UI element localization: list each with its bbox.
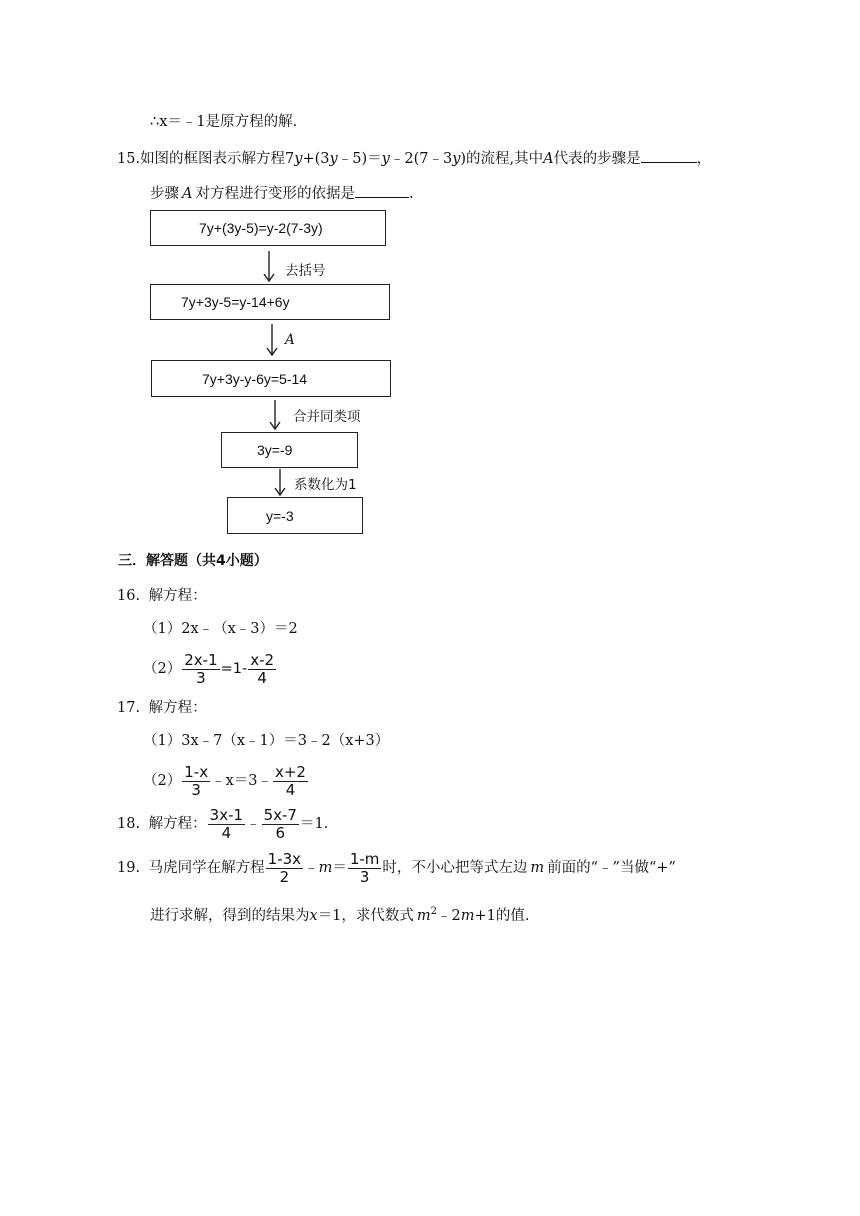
- question-18: [117, 805, 328, 843]
- question-17-prompt: [117, 698, 207, 718]
- fraction-numerator: 1-x: [184, 762, 209, 781]
- equation-text: ﹣x＝3﹣: [211, 773, 272, 789]
- equation-text: （1）3x﹣7（x﹣1）＝3﹣2（x+3）: [143, 733, 390, 749]
- q15-text: 代表的步骤是: [553, 151, 641, 167]
- q15-var: y: [329, 151, 338, 167]
- q19-text: ＝1，求代数式: [317, 907, 414, 924]
- fraction: [273, 764, 308, 799]
- equation-text: =1-: [220, 661, 248, 677]
- section-heading: [118, 551, 268, 571]
- question-number: 19.: [117, 860, 141, 876]
- q19-text: ﹣2: [437, 907, 461, 924]
- fraction-denominator: 4: [257, 668, 267, 687]
- question-15-line-1: [117, 148, 711, 169]
- conclusion-line: [150, 112, 297, 132]
- question-16-part-1: [143, 619, 298, 639]
- fraction: [248, 652, 276, 687]
- down-arrow-icon: [265, 323, 279, 358]
- q19-text: +1的值.: [474, 907, 530, 924]
- fraction-numerator: 1-3x: [267, 849, 302, 868]
- q19-text: 进行求解，得到的结果为: [150, 907, 310, 924]
- question-17-part-2: [143, 762, 309, 800]
- q15-var: A: [182, 186, 193, 202]
- q15-text: 对方程进行变形的依据是: [195, 186, 355, 202]
- fraction-numerator: 1-m: [349, 849, 380, 868]
- flowchart-box-5: [227, 497, 363, 534]
- fraction-denominator: 3: [191, 780, 201, 799]
- fraction-denominator: 4: [221, 823, 232, 842]
- fraction: [266, 851, 303, 886]
- question-number: 18.: [117, 816, 141, 832]
- q15-var: A: [543, 151, 554, 167]
- q19-text: ﹣: [304, 860, 319, 876]
- q19-var: m: [530, 860, 545, 876]
- fraction: [182, 764, 210, 799]
- q15-text: 步骤: [150, 186, 179, 202]
- flowchart-step-label: 去括号: [285, 263, 326, 279]
- flowchart-box-text: 3y=-9: [257, 442, 293, 458]
- question-prompt: 解方程：: [148, 588, 207, 604]
- question-number: 16.: [117, 588, 141, 604]
- q19-var: x: [309, 907, 318, 924]
- flowchart-step-label: 系数化为1: [294, 477, 357, 493]
- fraction: [208, 807, 245, 842]
- flowchart-box-3: [151, 360, 391, 397]
- down-arrow-icon: [273, 468, 287, 498]
- q15-text: ﹣2(7﹣3: [389, 151, 453, 167]
- fraction-numerator: x+2: [274, 762, 306, 781]
- question-number: 17.: [117, 700, 141, 716]
- question-number: 15.: [117, 151, 141, 167]
- q19-text: 前面的“﹣”当做“+”: [547, 860, 676, 876]
- q15-var: y: [452, 151, 461, 167]
- flowchart-step-label: 合并同类项: [293, 409, 361, 425]
- question-16-prompt: [117, 586, 207, 606]
- question-19-line-2: [150, 902, 530, 926]
- flowchart-box-text: 7y+3y-5=y-14+6y: [181, 294, 290, 310]
- fraction: [348, 851, 382, 886]
- q19-var: m: [416, 907, 431, 924]
- flowchart-step-label: A: [285, 332, 295, 348]
- fraction-numerator: 5x-7: [263, 805, 297, 824]
- equation-text: （1）2x﹣（x﹣3）＝2: [143, 621, 298, 637]
- fraction-denominator: 3: [196, 668, 206, 687]
- q19-var: m: [460, 907, 475, 924]
- question-16-part-2: [143, 650, 277, 688]
- flowchart-box-text: 7y+3y-y-6y=5-14: [202, 370, 308, 387]
- fraction-numerator: 3x-1: [209, 805, 244, 824]
- fraction-denominator: 4: [285, 780, 296, 799]
- question-19-line-1: [117, 849, 676, 887]
- question-15-line-2: [150, 183, 414, 204]
- q19-var: m: [318, 860, 333, 876]
- equation-text: ﹣: [246, 816, 261, 832]
- q15-text: .: [408, 186, 414, 202]
- flowchart-box-4: [221, 432, 358, 468]
- q15-var: y: [381, 151, 390, 167]
- down-arrow-icon: [268, 399, 282, 432]
- answer-blank-2[interactable]: [355, 183, 409, 198]
- q19-text: 马虎同学在解方程: [148, 860, 265, 876]
- q19-exponent: 2: [430, 906, 438, 917]
- conclusion-text: ∴x＝﹣1是原方程的解.: [150, 114, 298, 130]
- q15-text: ﹣5)＝: [337, 151, 382, 167]
- q15-var: y: [294, 151, 303, 167]
- fraction-numerator: 2x-1: [184, 650, 218, 669]
- fraction: [182, 652, 219, 687]
- flowchart-box-text: y=-3: [266, 507, 294, 524]
- q19-text: 时，不小心把等式左边: [382, 860, 528, 876]
- q15-text: )的流程,其中: [460, 151, 544, 167]
- down-arrow-icon: [262, 250, 276, 284]
- q15-text: ，: [696, 151, 712, 167]
- fraction-denominator: 6: [275, 823, 286, 842]
- part-label: （2）: [143, 661, 182, 677]
- q15-text: +(3: [302, 151, 330, 167]
- fraction-denominator: 2: [279, 867, 290, 886]
- fraction-denominator: 3: [359, 867, 370, 886]
- question-prompt: 解方程：: [148, 816, 207, 832]
- question-17-part-1: [143, 731, 389, 751]
- equation-text: ＝1.: [299, 816, 329, 832]
- fraction-numerator: x-2: [250, 650, 275, 669]
- fraction: [262, 807, 299, 842]
- flowchart-box-1: [150, 210, 386, 246]
- answer-blank-1[interactable]: [641, 148, 697, 163]
- flowchart-box-2: [150, 284, 390, 320]
- question-prompt: 解方程：: [148, 700, 207, 716]
- q15-text: 如图的框图表示解方程7: [140, 151, 295, 167]
- flowchart-box-text: 7y+(3y-5)=y-2(7-3y): [199, 220, 323, 236]
- q19-text: ＝: [332, 860, 347, 876]
- section-title: 三．解答题（共4小题）: [118, 553, 268, 569]
- part-label: （2）: [143, 773, 182, 789]
